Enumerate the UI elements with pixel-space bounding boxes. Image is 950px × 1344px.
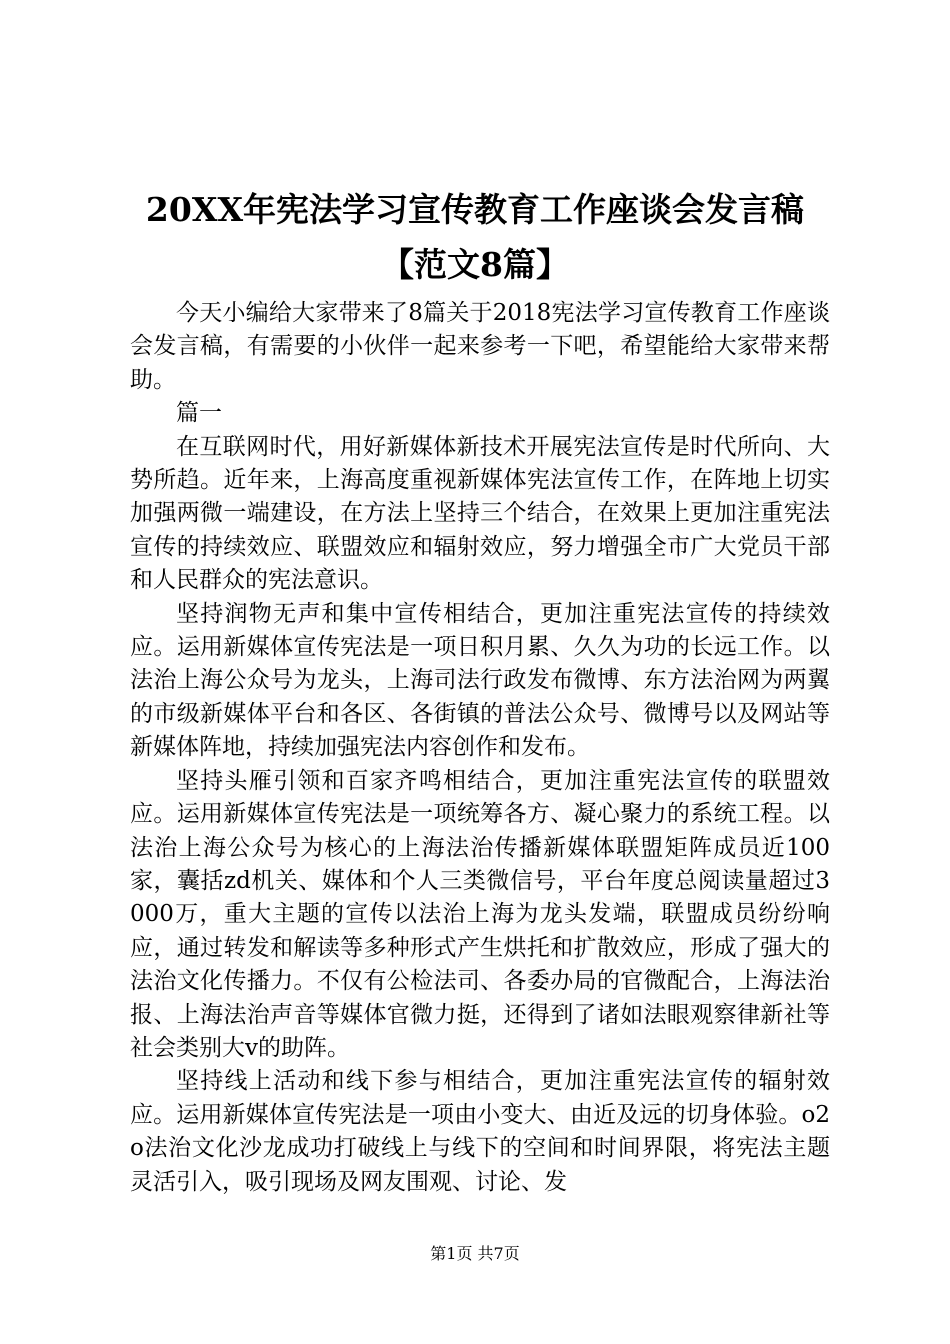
intro-paragraph: 今天小编给大家带来了8篇关于2018宪法学习宣传教育工作座谈会发言稿，有需要的小伙伴一起来参考一下吧，希望能给大家带来帮助。 xyxy=(130,300,830,393)
body-paragraph: 坚持头雁引领和百家齐鸣相结合，更加注重宪法宣传的联盟效应。运用新媒体宣传宪法是一项统筹各方、凝心聚力的系统工程。以法治上海公众号为核心的上海法治传播新媒体联盟矩阵成员近100家，囊括zd机关、媒体和个人三类微信号，平台年度总阅读量超过3000万，重大主题的宣传以法治上海为龙头发端，联盟成员纷纷响应，通过转发和解读等多种形式产生烘托和扩散效应，形成了强大的法治文化传播力。不仅有公检法司、各委办局的官微配合，上海法治报、上海法治声音等媒体官微力挺，还得到了诸如法眼观察律新社等社会类别大v的助阵。 xyxy=(130,767,830,1061)
body-paragraph: 坚持润物无声和集中宣传相结合，更加注重宪法宣传的持续效应。运用新媒体宣传宪法是一项日积月累、久久为功的长远工作。以法治上海公众号为龙头，上海司法行政发布微博、东方法治网为两翼的市级新媒体平台和各区、各街镇的普法公众号、微博号以及网站等新媒体阵地，持续加强宪法内容创作和发布。 xyxy=(130,600,830,761)
document-body xyxy=(130,297,830,1199)
section-heading: 篇一 xyxy=(176,400,222,427)
document-title-line1: 20XX年宪法学习宣传教育工作座谈会发言稿 xyxy=(145,190,805,229)
page-footer: 第1页 共7页 xyxy=(430,1244,520,1263)
body-paragraph: 在互联网时代，用好新媒体新技术开展宪法宣传是时代所向、大势所趋。近年来，上海高度重视新媒体宪法宣传工作，在阵地上切实加强两微一端建设，在方法上坚持三个结合，在效果上更加注重宪法宣传的持续效应、联盟效应和辐射效应，努力增强全市广大党员干部和人民群众的宪法意识。 xyxy=(130,433,830,594)
document-title-line2: 【范文8篇】 xyxy=(381,245,569,284)
body-paragraph: 坚持线上活动和线下参与相结合，更加注重宪法宣传的辐射效应。运用新媒体宣传宪法是一项由小变大、由近及远的切身体验。o2o法治文化沙龙成功打破线上与线下的空间和时间界限，将宪法主题灵活引入，吸引现场及网友围观、讨论、发 xyxy=(130,1068,830,1195)
